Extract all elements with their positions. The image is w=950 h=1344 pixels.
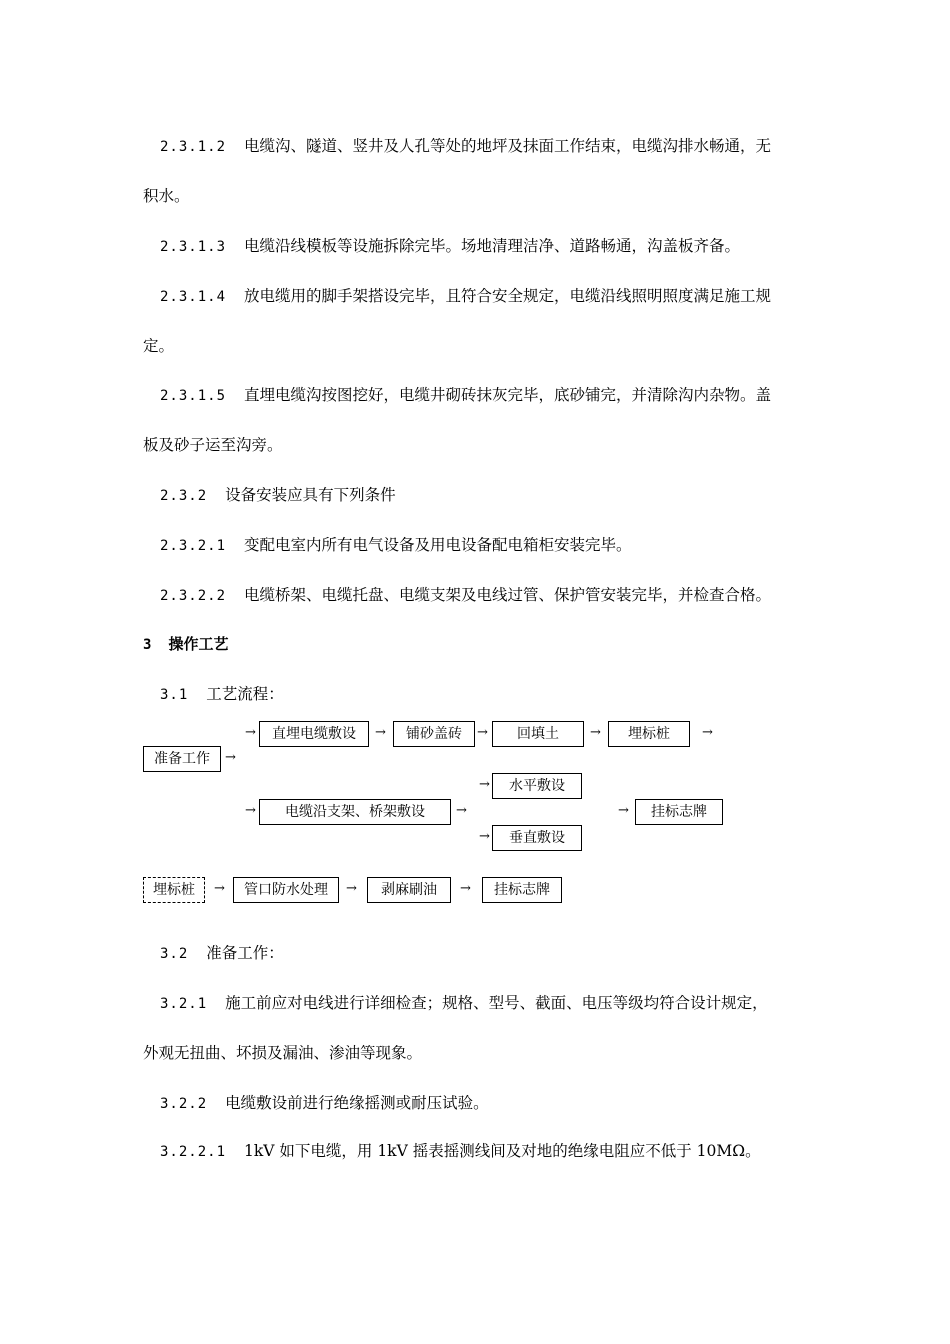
para-2-3-2-1 [160,535,632,556]
para-3-2-2-1 [160,1141,761,1162]
flow-step-waterproof: 管口防水处理 [233,877,339,903]
para-continuation [143,186,190,206]
clause-number: 2.3.1.3 [160,239,227,255]
clause-number: 2.3.1.5 [160,388,227,404]
flow-arrow: → [245,803,256,818]
flow-arrow: → [460,881,471,896]
para-2-3-2-2 [160,585,771,606]
clause-text: 板及砂子运至沟旁。 [143,436,283,454]
clause-text: 定。 [143,337,175,355]
clause-number: 3.2.2 [160,1096,208,1112]
clause-text: 准备工作： [206,944,284,962]
clause-text: 施工前应对电线进行详细检查；规格、型号、截面、电压等级均符合设计规定， [225,994,768,1012]
flow-step-marker-post-dashed: 埋标桩 [143,877,205,903]
flow-step-vertical: 垂直敷设 [492,825,582,851]
para-2-3-2 [160,485,396,506]
clause-text: 放电缆用的脚手架搭设完毕，且符合安全规定，电缆沿线照明照度满足施工规 [244,287,772,305]
flow-step-marker-post: 埋标桩 [608,721,690,747]
flow-arrow: → [618,803,629,818]
para-3-2-2 [160,1093,489,1114]
para-2-3-1-4 [160,286,771,307]
para-2-3-1-2 [160,136,771,157]
para-continuation [143,336,174,356]
flow-arrow: → [225,750,236,765]
flow-step-strip-paint: 剥麻刷油 [367,877,451,903]
flow-step-tag: 挂标志牌 [635,799,723,825]
flow-step-direct-burial: 直埋电缆敷设 [259,721,369,747]
clause-number: 2.3.2 [160,488,208,504]
section-title: 操作工艺 [168,635,229,653]
flow-step-preparation: 准备工作 [143,746,221,772]
para-2-3-1-5 [160,385,771,406]
flow-step-sand-brick: 铺砂盖砖 [393,721,475,747]
clause-number: 3.2 [160,946,189,962]
flow-step-tray-laying: 电缆沿支架、桥架敷设 [259,799,451,825]
clause-number: 2.3.1.4 [160,289,227,305]
section-number: 3 [143,637,153,653]
clause-number: 3.1 [160,687,189,703]
flow-arrow: → [346,881,357,896]
para-continuation [143,1043,422,1063]
flow-arrow: → [477,725,488,740]
section-heading-3 [143,634,228,655]
flow-arrow: → [702,725,713,740]
flow-arrow: → [375,725,386,740]
clause-text: 1kV 如下电缆，用 1kV 摇表摇测线间及对地的绝缘电阻应不低于 10MΩ。 [244,1142,761,1160]
para-3-2-1 [160,993,768,1014]
clause-number: 2.3.2.1 [160,538,227,554]
clause-text: 电缆沟、隧道、竖井及人孔等处的地坪及抹面工作结束，电缆沟排水畅通，无 [244,137,772,155]
clause-text: 工艺流程： [206,685,284,703]
flow-step-backfill: 回填土 [492,721,584,747]
clause-text: 变配电室内所有电气设备及用电设备配电箱柜安装完毕。 [244,536,632,554]
clause-number: 2.3.1.2 [160,139,227,155]
clause-number: 3.2.2.1 [160,1144,227,1160]
flow-arrow: → [479,829,490,844]
clause-text: 电缆沿线模板等设施拆除完毕。场地清理洁净、道路畅通，沟盖板齐备。 [244,237,741,255]
flow-arrow: → [479,777,490,792]
flow-arrow: → [590,725,601,740]
para-3-1 [160,684,284,705]
clause-text: 直埋电缆沟按图挖好，电缆井砌砖抹灰完毕，底砂铺完，并清除沟内杂物。盖 [244,386,772,404]
clause-number: 3.2.1 [160,996,208,1012]
clause-text: 积水。 [143,187,190,205]
flow-step-tag-final: 挂标志牌 [482,877,562,903]
clause-text: 电缆桥架、电缆托盘、电缆支架及电线过管、保护管安装完毕，并检查合格。 [244,586,772,604]
clause-number: 2.3.2.2 [160,588,227,604]
clause-text: 外观无扭曲、坏损及漏油、渗油等现象。 [143,1044,423,1062]
para-3-2 [160,943,284,964]
flow-arrow: → [214,881,225,896]
clause-text: 设备安装应具有下列条件 [225,486,396,504]
flow-arrow: → [456,803,467,818]
flow-step-horizontal: 水平敷设 [492,773,582,799]
flow-arrow: → [245,725,256,740]
para-2-3-1-3 [160,236,740,257]
clause-text: 电缆敷设前进行绝缘摇测或耐压试验。 [225,1094,489,1112]
para-continuation [143,435,283,455]
